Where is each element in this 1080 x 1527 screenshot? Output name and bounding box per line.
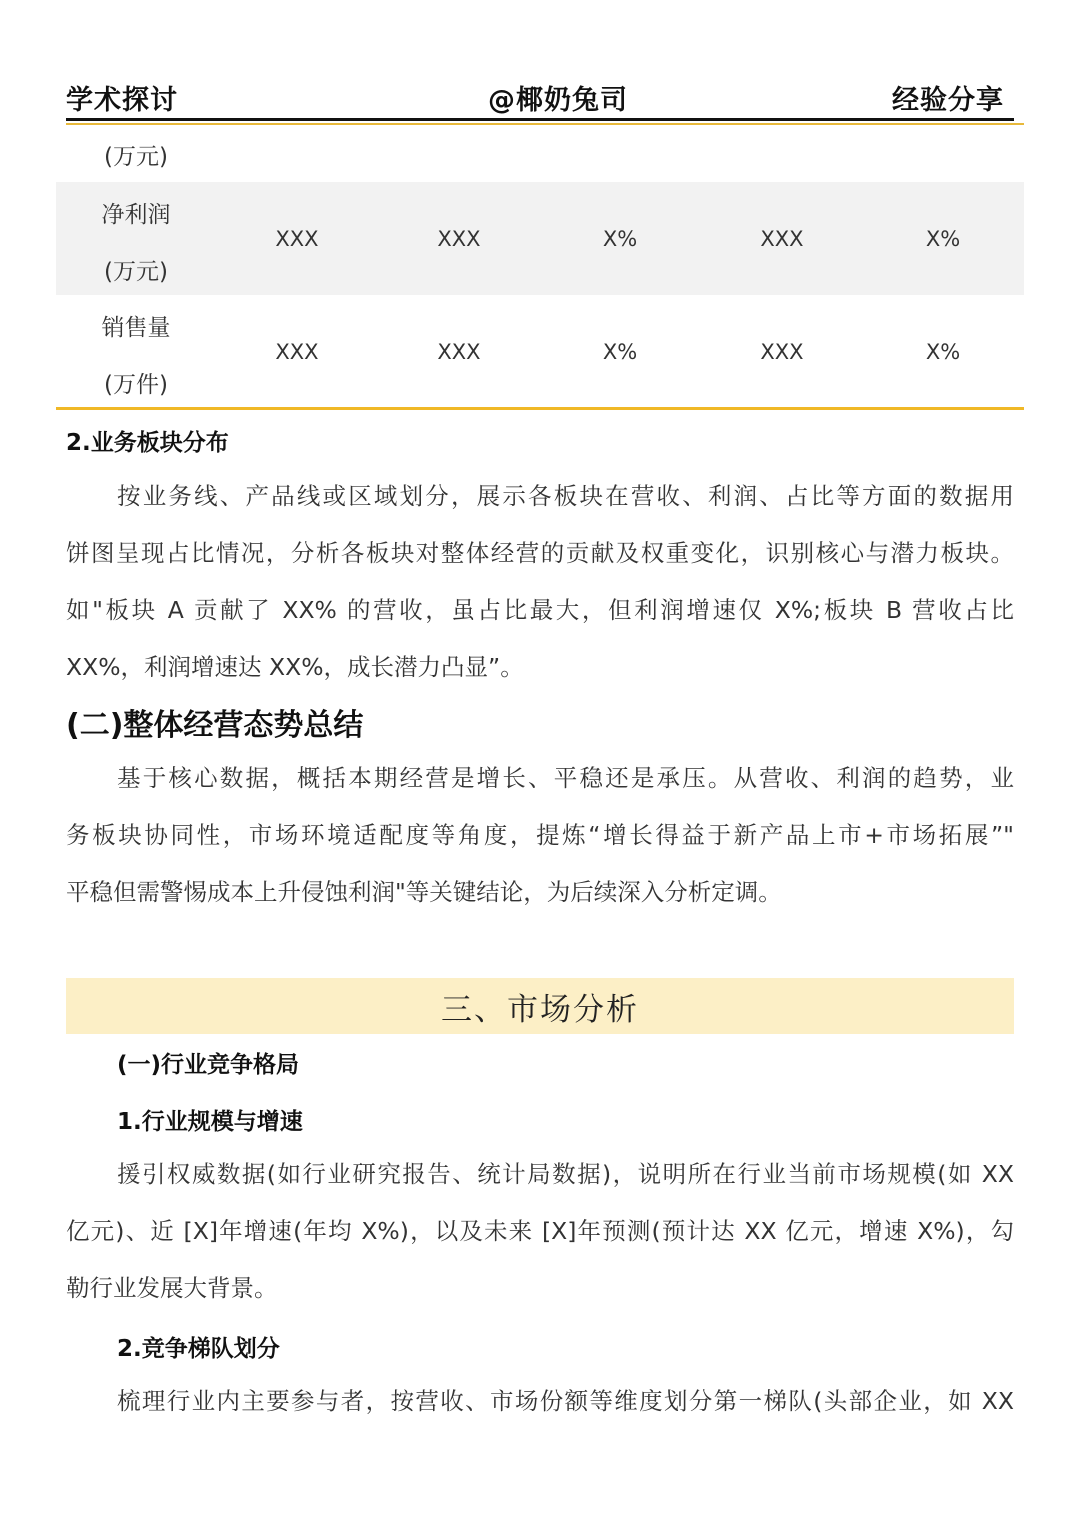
table-cell: X% xyxy=(602,339,638,364)
header-left-label: 学术探讨 xyxy=(66,85,178,116)
paragraph-industry-scale xyxy=(66,1146,1014,1317)
paragraph-line: 平稳但需警惕成本上升侵蚀利润"等关键结论，为后续深入分析定调。 xyxy=(66,878,782,906)
row-label: 销售量 xyxy=(101,315,171,341)
section-heading-summary: (二)整体经营态势总结 xyxy=(66,708,364,743)
subsection-heading-competition: (一)行业竞争格局 xyxy=(117,1052,300,1078)
table-cell: XXX xyxy=(437,339,481,364)
paragraph-line: 按业务线、产品线或区域划分，展示各板块在营收、利润、占比等方面的数据用 xyxy=(117,482,1014,510)
paragraph-line: XX%，利润增速达 XX%，成长潜力凸显”。 xyxy=(66,653,524,681)
table-cell: XXX xyxy=(760,339,804,364)
header-right-label: 经验分享 xyxy=(892,85,1004,116)
paragraph-line: 勒行业发展大背景。 xyxy=(66,1274,278,1302)
paragraph-line: 如"板块 A 贡献了 XX% 的营收，虽占比最大，但利润增速仅 X%;板块 B 营收占比 xyxy=(66,596,1014,624)
paragraph-line: 务板块协同性，市场环境适配度等角度，提炼“增长得益于新产品上市+市场拓展”" xyxy=(66,821,1014,849)
table-cell: XXX xyxy=(275,339,319,364)
paragraph-business-segments xyxy=(66,468,1014,696)
paragraph-line: 梳理行业内主要参与者，按营收、市场份额等维度划分第一梯队(头部企业，如 XX xyxy=(117,1387,1014,1415)
paragraph-line: 饼图呈现占比情况，分析各板块对整体经营的贡献及权重变化，识别核心与潜力板块。 xyxy=(66,539,1014,567)
table-row xyxy=(56,182,1024,295)
chapter-title: 三、市场分析 xyxy=(441,992,639,1028)
page-header xyxy=(66,78,1014,120)
table-cell: X% xyxy=(925,339,961,364)
data-table xyxy=(56,126,1024,408)
table-cell: XXX xyxy=(275,226,319,251)
table-unit-fragment: (万元) xyxy=(104,144,168,170)
section-heading-business-segments: 2.业务板块分布 xyxy=(66,430,229,456)
table-row xyxy=(56,295,1024,408)
row-unit: (万件) xyxy=(104,372,168,398)
row-label: 净利润 xyxy=(101,202,171,228)
row-unit: (万元) xyxy=(104,259,168,285)
paragraph-line: 亿元)、近 [X]年增速(年均 X%)，以及未来 [X]年预测(预计达 XX 亿元，增速 X%)，勾 xyxy=(66,1217,1014,1245)
table-bottom-border xyxy=(56,407,1024,410)
table-cell: XXX xyxy=(437,226,481,251)
table-cell: X% xyxy=(602,226,638,251)
subsection-heading-tiers: 2.竞争梯队划分 xyxy=(117,1336,280,1362)
table-row-fragment xyxy=(56,126,1024,182)
paragraph-summary xyxy=(66,750,1014,921)
table-cell: XXX xyxy=(760,226,804,251)
header-accent-divider xyxy=(66,123,1024,125)
table-cell: X% xyxy=(925,226,961,251)
chapter-title-band xyxy=(66,978,1014,1034)
subsection-heading-industry-scale: 1.行业规模与增速 xyxy=(117,1109,303,1135)
paragraph-tiers xyxy=(66,1373,1014,1430)
paragraph-line: 基于核心数据，概括本期经营是增长、平稳还是承压。从营收、利润的趋势，业 xyxy=(117,764,1014,792)
paragraph-line: 援引权威数据(如行业研究报告、统计局数据)，说明所在行业当前市场规模(如 XX xyxy=(117,1160,1014,1188)
header-divider xyxy=(66,118,1014,121)
header-author: @椰奶兔司 xyxy=(488,85,628,116)
